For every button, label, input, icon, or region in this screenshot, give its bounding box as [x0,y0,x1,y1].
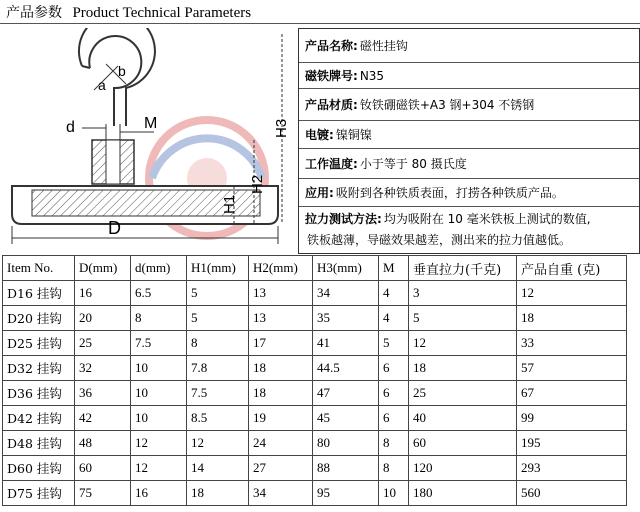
table-cell: 67 [517,381,627,406]
table-cell: 42 [75,406,131,431]
table-cell: 7.5 [131,331,187,356]
table-row [3,306,627,331]
table-cell: 48 [75,431,131,456]
col-header: M [379,256,409,281]
table-cell: 47 [313,381,379,406]
table-cell: 6.5 [131,281,187,306]
table-cell: 180 [409,481,517,506]
dim-b-label: b [118,63,126,79]
dim-h2-label: H2 [249,174,266,194]
table-cell: 24 [249,431,313,456]
item-no-cell: D75 挂钩 [3,481,75,506]
hook-shape [79,28,155,126]
table-cell: 45 [313,406,379,431]
table-cell: 17 [249,331,313,356]
dim-d-small-label: d [66,119,75,136]
page-title-cn: 产品参数 [6,5,62,21]
item-no-cell: D32 挂钩 [3,356,75,381]
dim-m-label: M [144,115,158,132]
spec-row-test-method: 拉力测试方法: 均为吸附在 10 毫米铁板上测试的数值, 铁板越薄，导磁效果越差，测出来的拉力值越低。 [305,212,591,247]
table-cell: 4 [379,306,409,331]
table-cell: 5 [379,331,409,356]
spec-row-application: 应用: 吸附到各种铁质表面，打捞各种铁质产品。 [299,179,639,207]
table-cell: 8.5 [187,406,249,431]
table-cell: 12 [409,331,517,356]
spec-panel [298,28,640,254]
table-cell: 12 [131,431,187,456]
page-title [6,4,251,22]
table-row [3,481,627,506]
table-cell: 32 [75,356,131,381]
item-no-cell: D36 挂钩 [3,381,75,406]
table-cell: 88 [313,456,379,481]
table-cell: 12 [187,431,249,456]
table-cell: 6 [379,356,409,381]
table-cell: 5 [409,306,517,331]
table-cell: 5 [187,281,249,306]
table-cell: 60 [409,431,517,456]
table-cell: 19 [249,406,313,431]
table-row [3,331,627,356]
table-cell: 10 [131,406,187,431]
spec-row-temperature: 工作温度: 小于等于 80 摄氏度 [299,149,639,179]
spec-row-plating: 电镀: 镍铜镍 [299,121,639,149]
table-cell: 12 [131,456,187,481]
table-cell: 7.8 [187,356,249,381]
table-row [3,406,627,431]
table-cell: 18 [517,306,627,331]
table-cell: 95 [313,481,379,506]
table-cell: 34 [249,481,313,506]
table-cell: 8 [131,306,187,331]
table-cell: 12 [517,281,627,306]
table-cell: 4 [379,281,409,306]
table-cell: 7.5 [187,381,249,406]
table-cell: 3 [409,281,517,306]
table-row [3,381,627,406]
table-cell: 20 [75,306,131,331]
table-cell: 34 [313,281,379,306]
table-cell: 18 [249,381,313,406]
item-no-cell: D20 挂钩 [3,306,75,331]
col-header: H3(mm) [313,256,379,281]
table-cell: 80 [313,431,379,456]
table-cell: 10 [131,356,187,381]
table-cell: 25 [75,331,131,356]
table-row [3,356,627,381]
table-cell: 16 [131,481,187,506]
table-header-row [3,256,627,281]
item-no-cell: D60 挂钩 [3,456,75,481]
table-cell: 33 [517,331,627,356]
table-cell: 6 [379,406,409,431]
table-cell: 18 [249,356,313,381]
col-header: H1(mm) [187,256,249,281]
table-cell: 6 [379,381,409,406]
item-no-cell: D48 挂钩 [3,431,75,456]
table-cell: 293 [517,456,627,481]
table-cell: 40 [409,406,517,431]
table-cell: 14 [187,456,249,481]
table-cell: 10 [379,481,409,506]
table-cell: 41 [313,331,379,356]
specs-table [2,255,627,506]
table-cell: 8 [187,331,249,356]
title-divider [0,23,640,24]
table-cell: 16 [75,281,131,306]
spec-row-grade: 磁铁牌号: N35 [299,63,639,89]
col-header: D(mm) [75,256,131,281]
table-cell: 5 [187,306,249,331]
table-cell: 13 [249,281,313,306]
table-cell: 99 [517,406,627,431]
table-cell: 75 [75,481,131,506]
spec-row-name: 产品名称: 磁性挂钩 [299,29,639,63]
spec-row-material: 产品材质: 钕铁硼磁铁+A3 钢+304 不锈钢 [299,89,639,121]
table-row [3,456,627,481]
table-cell: 560 [517,481,627,506]
table-cell: 8 [379,431,409,456]
table-cell: 120 [409,456,517,481]
table-cell: 57 [517,356,627,381]
dim-d-large-label: D [108,218,121,238]
col-header: 产品自重 (克) [517,256,627,281]
table-row [3,281,627,306]
table-cell: 8 [379,456,409,481]
table-cell: 25 [409,381,517,406]
hook-technical-drawing [2,28,296,256]
table-row [3,431,627,456]
col-header: H2(mm) [249,256,313,281]
dim-a-label: a [98,77,106,93]
table-cell: 13 [249,306,313,331]
table-cell: 27 [249,456,313,481]
table-cell: 10 [131,381,187,406]
item-no-cell: D42 挂钩 [3,406,75,431]
page-title-en: Product Technical Parameters [72,5,252,21]
table-cell: 18 [187,481,249,506]
col-header: 垂直拉力(千克) [409,256,517,281]
table-cell: 195 [517,431,627,456]
table-cell: 44.5 [313,356,379,381]
col-header: d(mm) [131,256,187,281]
table-cell: 36 [75,381,131,406]
dim-h3-label: H3 [273,118,290,138]
dim-h1-label: H1 [221,194,238,214]
table-cell: 18 [409,356,517,381]
item-no-cell: D16 挂钩 [3,281,75,306]
table-cell: 60 [75,456,131,481]
table-cell: 35 [313,306,379,331]
col-header: Item No. [3,256,75,281]
item-no-cell: D25 挂钩 [3,331,75,356]
